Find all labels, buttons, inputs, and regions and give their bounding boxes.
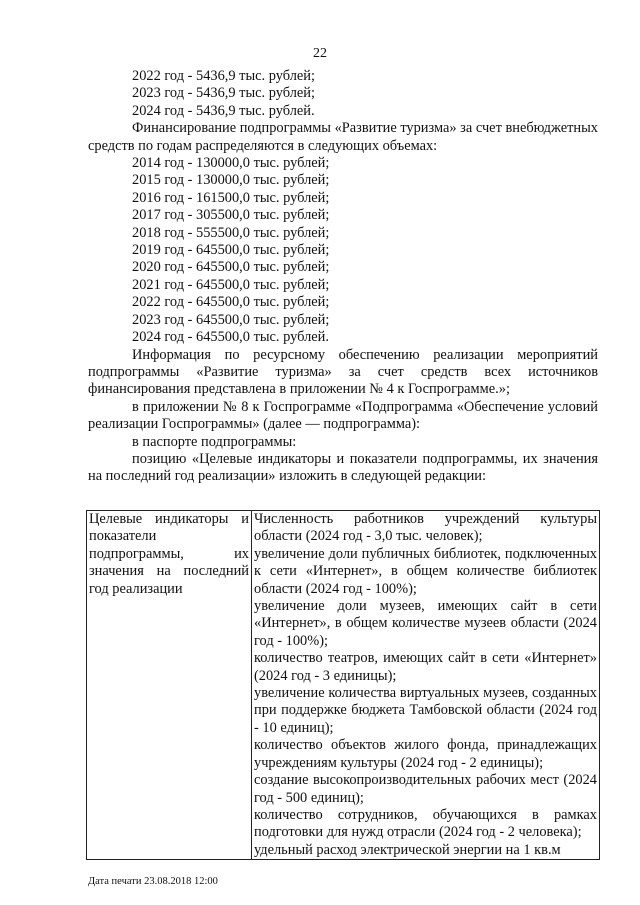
position-paragraph: позицию «Целевые индикаторы и показатели подпрограммы, их значения на последний год реализации» изложить в следующей редакции: xyxy=(88,450,598,485)
indicator-item: увеличение количества виртуальных музеев, созданных при поддержке бюджета Тамбовской области (2024 год - 10 единиц); xyxy=(254,685,597,736)
financing-line-2014: 2014 год - 130000,0 тыс. рублей; xyxy=(132,155,330,172)
financing-line-2018: 2018 год - 555500,0 тыс. рублей; xyxy=(132,224,330,241)
budget-line-2022: 2022 год - 5436,9 тыс. рублей; xyxy=(132,68,315,84)
financing-line-2023: 2023 год - 645500,0 тыс. рублей; xyxy=(132,311,330,328)
indicators-table xyxy=(86,510,600,860)
financing-line-2016: 2016 год - 161500,0 тыс. рублей; xyxy=(132,189,330,206)
financing-line-2019: 2019 год - 645500,0 тыс. рублей; xyxy=(132,242,330,259)
financing-line-2020: 2020 год - 645500,0 тыс. рублей; xyxy=(132,259,330,276)
budget-line-2024: 2024 год - 5436,9 тыс. рублей. xyxy=(132,102,315,119)
page-number: 22 xyxy=(313,46,327,61)
indicator-item: количество объектов жилого фонда, принадлежащих учреждениям культуры (2024 год - 2 единицы); xyxy=(254,737,597,771)
table-row xyxy=(87,511,600,860)
indicator-item: создание высокопроизводительных рабочих мест (2024 год - 500 единиц); xyxy=(254,772,597,806)
passport-line: в паспорте подпрограммы: xyxy=(132,433,297,450)
indicators-values-cell xyxy=(252,511,600,860)
indicator-item: количество театров, имеющих сайт в сети «Интернет» (2024 год - 3 единицы); xyxy=(254,650,597,684)
financing-line-2015: 2015 год - 130000,0 тыс. рублей; xyxy=(132,172,330,189)
financing-line-2024: 2024 год - 645500,0 тыс. рублей. xyxy=(132,329,329,346)
indicator-item: Численность работников учреждений культуры области (2024 год - 3,0 тыс. человек); xyxy=(254,511,597,545)
annex-paragraph: в приложении № 8 к Госпрограмме «Подпрограмма «Обеспечение условий реализации Госпрограммы» (далее — подпрограмма): xyxy=(88,398,598,433)
indicator-item: количество сотрудников, обучающихся в рамках подготовки для нужд отрасли (2024 год - 2 человека); xyxy=(254,806,597,841)
info-paragraph: Информация по ресурсному обеспечению реализации мероприятий подпрограммы «Развитие туризма» за счет средств всех источников финансирования представлена в приложении № 4 к Госпрограмме.»; xyxy=(88,346,598,398)
indicators-label-cell: Целевые индикаторы и показатели подпрограммы, их значения на последний год реализации xyxy=(87,511,252,860)
financing-line-2022: 2022 год - 645500,0 тыс. рублей; xyxy=(132,294,330,311)
print-date: Дата печати 23.08.2018 12:00 xyxy=(88,876,218,887)
indicator-item: увеличение доли публичных библиотек, подключенных к сети «Интернет», в общем количестве библиотек области (2024 год - 100%); xyxy=(254,545,597,597)
financing-paragraph: Финансирование подпрограммы «Развитие туризма» за счет внебюджетных средств по годам распределяются в следующих объемах: xyxy=(88,120,599,154)
indicator-item: удельный расход электрической энергии на 1 кв.м xyxy=(254,841,561,858)
indicator-item: увеличение доли музеев, имеющих сайт в сети «Интернет», в общем количестве музеев области (2024 год - 100%); xyxy=(254,598,597,649)
document-body xyxy=(88,68,598,486)
financing-line-2021: 2021 год - 645500,0 тыс. рублей; xyxy=(132,276,330,293)
financing-line-2017: 2017 год - 305500,0 тыс. рублей; xyxy=(132,207,330,224)
budget-line-2023: 2023 год - 5436,9 тыс. рублей; xyxy=(132,85,315,102)
